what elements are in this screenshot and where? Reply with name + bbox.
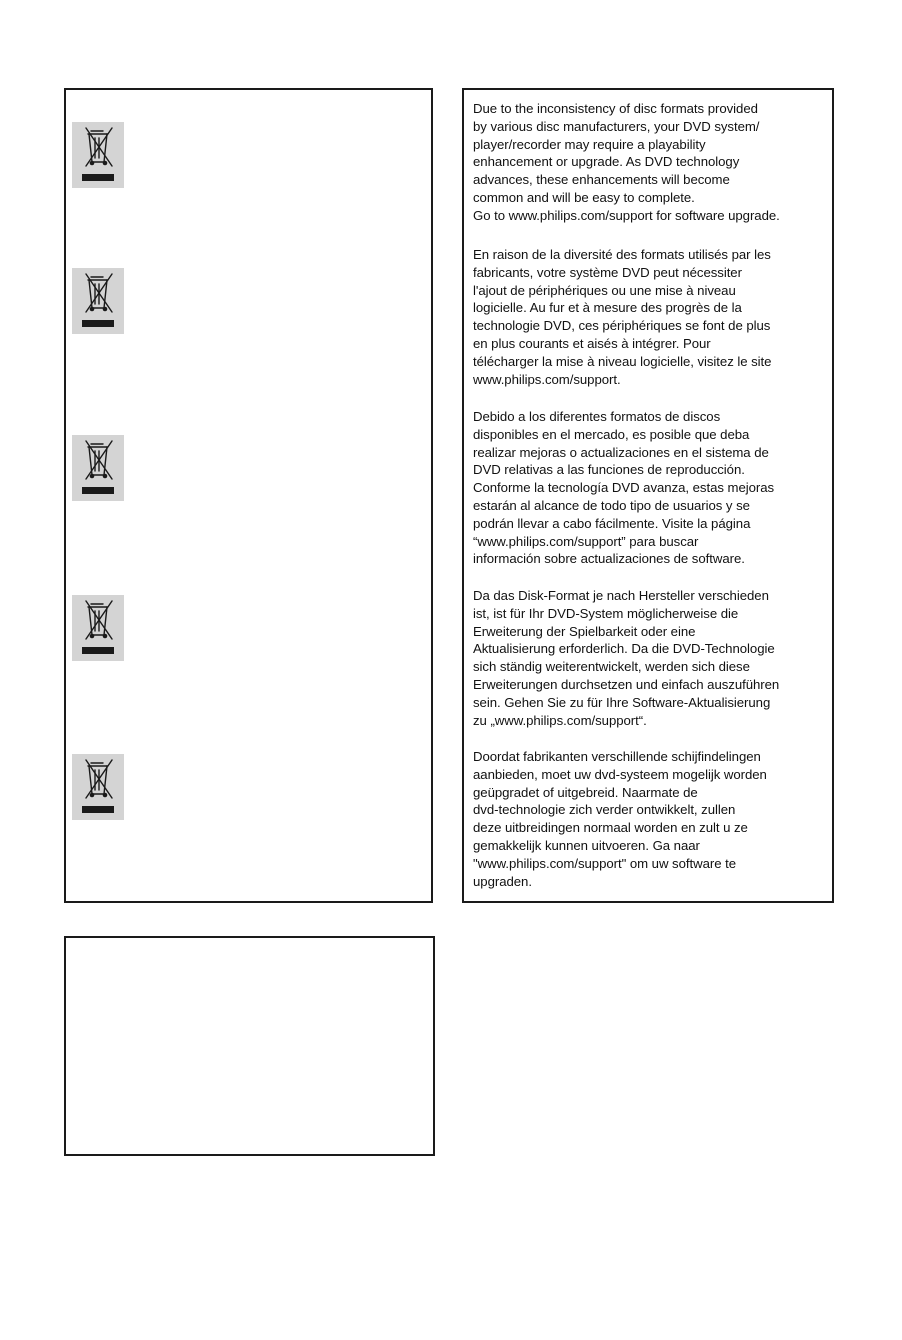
paragraph-french	[473, 246, 829, 388]
text-line: player/recorder may require a playability	[473, 136, 706, 152]
software-upgrade-notice-box	[462, 88, 834, 903]
text-line: “www.philips.com/support” para buscar	[473, 533, 699, 549]
text-line: deze uitbreidingen normaal worden en zult u ze	[473, 820, 748, 836]
text-line: common and will be easy to complete.	[473, 189, 695, 205]
text-line: by various disc manufacturers, your DVD system/	[473, 118, 760, 134]
text-line: logicielle. Au fur et à mesure des progrès de la	[473, 300, 742, 316]
crossed-out-wheelie-bin-icon	[72, 268, 124, 334]
text-line: l'ajout de périphériques ou une mise à niveau	[473, 282, 736, 298]
text-line: sich ständig weiterentwickelt, werden sich diese	[473, 659, 750, 675]
text-line: upgraden.	[473, 873, 532, 889]
crossed-out-wheelie-bin-icon	[72, 122, 124, 188]
paragraph-spanish	[473, 408, 829, 568]
text-line: geüpgradet of uitgebreid. Naarmate de	[473, 784, 698, 800]
text-line: realizar mejoras o actualizaciones en el sistema de	[473, 444, 769, 460]
text-line: En raison de la diversité des formats utilisés par les	[473, 247, 771, 262]
text-line: zu „www.philips.com/support“.	[473, 712, 647, 728]
text-line: Doordat fabrikanten verschillende schijfindelingen	[473, 749, 761, 764]
text-line: fabricants, votre système DVD peut nécessiter	[473, 264, 742, 280]
text-line: Aktualisierung erforderlich. Da die DVD-Technologie	[473, 641, 775, 657]
crossed-out-wheelie-bin-icon	[72, 435, 124, 501]
text-line: Da das Disk-Format je nach Hersteller verschieden	[473, 588, 769, 603]
text-line: advances, these enhancements will become	[473, 172, 730, 188]
paragraph-dutch	[473, 748, 829, 890]
text-line: dvd-technologie zich verder ontwikkelt, zullen	[473, 802, 736, 818]
crossed-out-wheelie-bin-icon	[72, 754, 124, 820]
empty-box	[64, 936, 435, 1156]
text-line: Erweiterungen durchsetzen und einfach auszuführen	[473, 676, 780, 692]
text-line: technologie DVD, ces périphériques se font de plus	[473, 318, 771, 334]
weee-symbols-box	[64, 88, 433, 903]
text-line: Go to www.philips.com/support for software upgrade.	[473, 207, 780, 223]
text-line: disponibles en el mercado, es posible que deba	[473, 426, 750, 442]
text-line: ist, ist für Ihr DVD-System möglicherweise die	[473, 605, 739, 621]
text-line: en plus courants et aisés à intégrer. Pour	[473, 335, 711, 351]
text-line: www.philips.com/support.	[473, 371, 621, 387]
text-line: "www.philips.com/support" om uw software te	[473, 855, 737, 871]
text-line: podrán llevar a cabo fácilmente. Visite la página	[473, 515, 751, 531]
text-line: Debido a los diferentes formatos de discos	[473, 409, 721, 424]
text-line: aanbieden, moet uw dvd-systeem mogelijk worden	[473, 766, 767, 782]
text-line: Due to the inconsistency of disc formats provided	[473, 101, 758, 116]
crossed-out-wheelie-bin-icon	[72, 595, 124, 661]
text-line: sein. Gehen Sie zu für Ihre Software-Aktualisierung	[473, 694, 771, 710]
text-line: Erweiterung der Spielbarkeit oder eine	[473, 623, 696, 639]
paragraph-german	[473, 587, 829, 729]
paragraph-english	[473, 100, 829, 225]
text-line: enhancement or upgrade. As DVD technology	[473, 154, 740, 170]
text-line: DVD relativas a las funciones de reproducción.	[473, 462, 745, 478]
text-line: Conforme la tecnología DVD avanza, estas mejoras	[473, 480, 775, 496]
text-line: información sobre actualizaciones de software.	[473, 551, 745, 567]
text-line: estarán al alcance de todo tipo de usuarios y se	[473, 497, 750, 513]
text-line: gemakkelijk kunnen uitvoeren. Ga naar	[473, 837, 700, 853]
text-line: télécharger la mise à niveau logicielle, visitez le site	[473, 353, 772, 369]
